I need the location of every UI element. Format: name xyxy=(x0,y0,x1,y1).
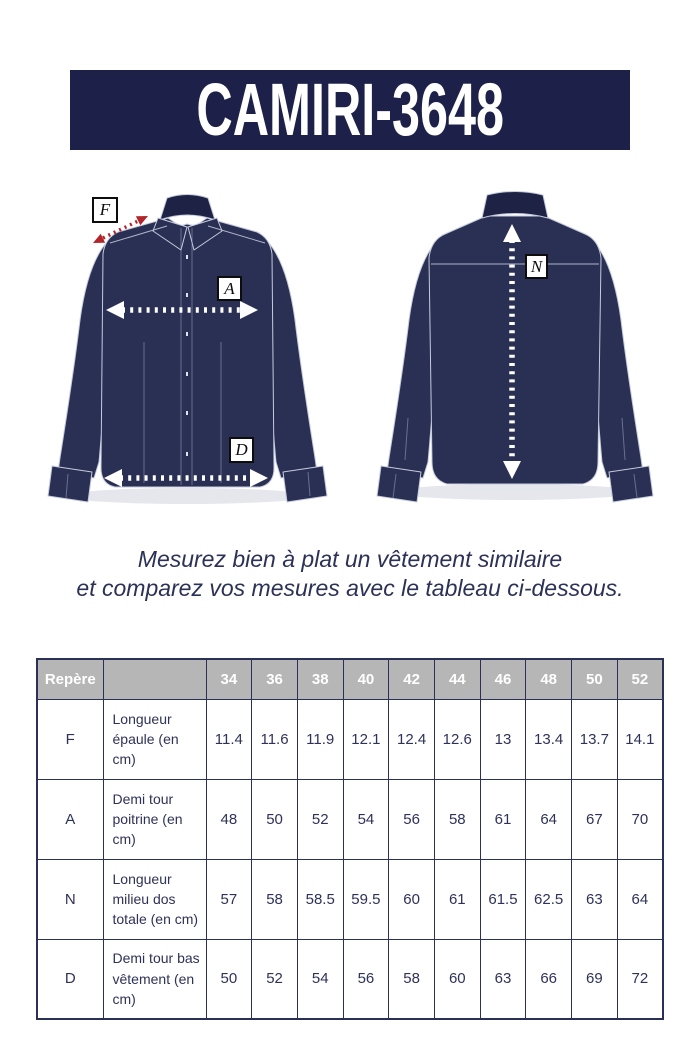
measure-value: 56 xyxy=(389,779,435,859)
measure-value: 48 xyxy=(206,779,252,859)
measure-value: 12.6 xyxy=(434,699,480,779)
measure-value: 67 xyxy=(572,779,618,859)
measure-label: Longueur épaule (en cm) xyxy=(103,699,206,779)
measure-value: 60 xyxy=(434,939,480,1019)
measure-value: 50 xyxy=(206,939,252,1019)
measure-value: 12.4 xyxy=(389,699,435,779)
measure-label-a: A xyxy=(217,276,242,301)
measure-code: A xyxy=(37,779,103,859)
size-column-header: 40 xyxy=(343,659,389,699)
corner-header: Repère xyxy=(37,659,103,699)
measurement-diagram xyxy=(40,180,660,525)
instruction-line2: et comparez vos mesures avec le tableau ci-dessous. xyxy=(76,575,624,602)
measure-label-n: N xyxy=(525,254,548,279)
measure-value: 61.5 xyxy=(480,859,526,939)
page-title: CAMIRI-3648 xyxy=(196,68,504,151)
measure-value: 54 xyxy=(297,939,343,1019)
measure-code: D xyxy=(37,939,103,1019)
measure-value: 63 xyxy=(572,859,618,939)
measure-value: 61 xyxy=(434,859,480,939)
measurement-row xyxy=(37,779,663,859)
size-column-header: 42 xyxy=(389,659,435,699)
measure-label: Longueur milieu dos totale (en cm) xyxy=(103,859,206,939)
measure-value: 69 xyxy=(572,939,618,1019)
measure-value: 62.5 xyxy=(526,859,572,939)
measure-value: 63 xyxy=(480,939,526,1019)
size-column-header: 36 xyxy=(252,659,298,699)
measure-value: 64 xyxy=(617,859,663,939)
measure-value: 57 xyxy=(206,859,252,939)
measure-value: 52 xyxy=(297,779,343,859)
size-column-header: 52 xyxy=(617,659,663,699)
front-shirt-illustration xyxy=(48,195,327,505)
measurement-row xyxy=(37,939,663,1019)
measure-value: 66 xyxy=(526,939,572,1019)
size-column-header: 38 xyxy=(297,659,343,699)
measure-value: 59.5 xyxy=(343,859,389,939)
measure-value: 11.6 xyxy=(252,699,298,779)
measure-value: 72 xyxy=(617,939,663,1019)
measure-label-d: D xyxy=(229,437,254,463)
instruction-line1: Mesurez bien à plat un vêtement similaire xyxy=(137,546,563,572)
measure-label: Demi tour poitrine (en cm) xyxy=(103,779,206,859)
measure-value: 13.4 xyxy=(526,699,572,779)
measure-header-empty xyxy=(103,659,206,699)
instruction-text xyxy=(0,545,700,604)
back-shirt-illustration xyxy=(377,192,653,503)
size-column-header: 44 xyxy=(434,659,480,699)
size-column-header: 50 xyxy=(572,659,618,699)
size-column-header: 48 xyxy=(526,659,572,699)
measure-value: 58 xyxy=(252,859,298,939)
title-banner xyxy=(70,70,630,150)
measure-code: N xyxy=(37,859,103,939)
measure-value: 58 xyxy=(389,939,435,1019)
measure-value: 61 xyxy=(480,779,526,859)
measure-value: 56 xyxy=(343,939,389,1019)
size-table-head-row xyxy=(37,659,663,699)
measure-code: F xyxy=(37,699,103,779)
size-column-header: 46 xyxy=(480,659,526,699)
measure-value: 58.5 xyxy=(297,859,343,939)
measurement-row xyxy=(37,699,663,779)
measure-value: 11.4 xyxy=(206,699,252,779)
measure-value: 11.9 xyxy=(297,699,343,779)
measurement-row xyxy=(37,859,663,939)
size-column-header: 34 xyxy=(206,659,252,699)
measure-value: 12.1 xyxy=(343,699,389,779)
size-table-container xyxy=(36,658,664,1020)
measure-value: 58 xyxy=(434,779,480,859)
measure-value: 64 xyxy=(526,779,572,859)
measure-value: 50 xyxy=(252,779,298,859)
measure-value: 70 xyxy=(617,779,663,859)
size-table-body xyxy=(37,699,663,1019)
measure-value: 14.1 xyxy=(617,699,663,779)
measure-value: 54 xyxy=(343,779,389,859)
measure-value: 52 xyxy=(252,939,298,1019)
measure-label: Demi tour bas vêtement (en cm) xyxy=(103,939,206,1019)
size-table xyxy=(36,658,664,1020)
measure-label-f: F xyxy=(92,197,118,223)
measure-value: 60 xyxy=(389,859,435,939)
measure-value: 13.7 xyxy=(572,699,618,779)
measure-value: 13 xyxy=(480,699,526,779)
